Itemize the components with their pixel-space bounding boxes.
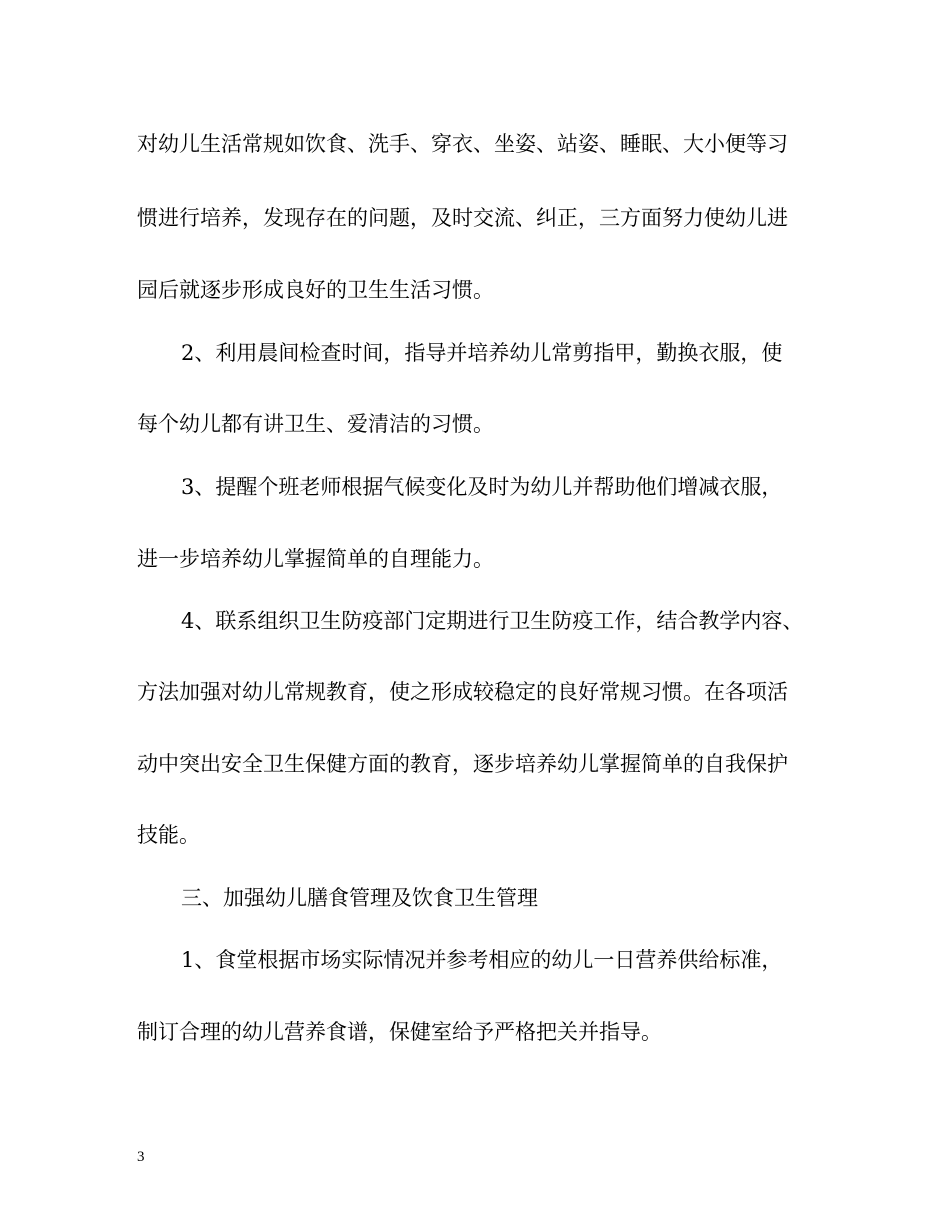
text-line: 进一步培养幼儿掌握简单的自理能力。 <box>137 547 494 571</box>
text-line: 园后就逐步形成良好的卫生生活习惯。 <box>137 278 494 302</box>
text-line: 制订合理的幼儿营养食谱，保健室给予严格把关并指导。 <box>137 1020 662 1044</box>
paragraph-start-line: 4、联系组织卫生防疫部门定期进行卫生防疫工作，结合教学内容、 <box>181 609 804 633</box>
text-line: 动中突出安全卫生保健方面的教育，逐步培养幼儿掌握简单的自我保护 <box>137 752 788 776</box>
paragraph-start-line: 3、提醒个班老师根据气候变化及时为幼儿并帮助他们增减衣服， <box>181 475 783 499</box>
text-line: 每个幼儿都有讲卫生、爱清洁的习惯。 <box>137 412 494 436</box>
section-heading: 三、加强幼儿膳食管理及饮食卫生管理 <box>181 886 538 910</box>
text-line: 技能。 <box>137 823 200 847</box>
page-number: 3 <box>137 1149 145 1165</box>
text-line: 对幼儿生活常规如饮食、洗手、穿衣、坐姿、站姿、睡眠、大小便等习 <box>137 132 788 156</box>
text-line: 惯进行培养，发现存在的问题，及时交流、纠正，三方面努力使幼儿进 <box>137 206 788 230</box>
text-line: 方法加强对幼儿常规教育，使之形成较稳定的良好常规习惯。在各项活 <box>137 680 788 704</box>
paragraph-start-line: 1、食堂根据市场实际情况并参考相应的幼儿一日营养供给标准， <box>181 948 783 972</box>
paragraph-start-line: 2、利用晨间检查时间，指导并培养幼儿常剪指甲，勤换衣服，使 <box>181 341 783 365</box>
